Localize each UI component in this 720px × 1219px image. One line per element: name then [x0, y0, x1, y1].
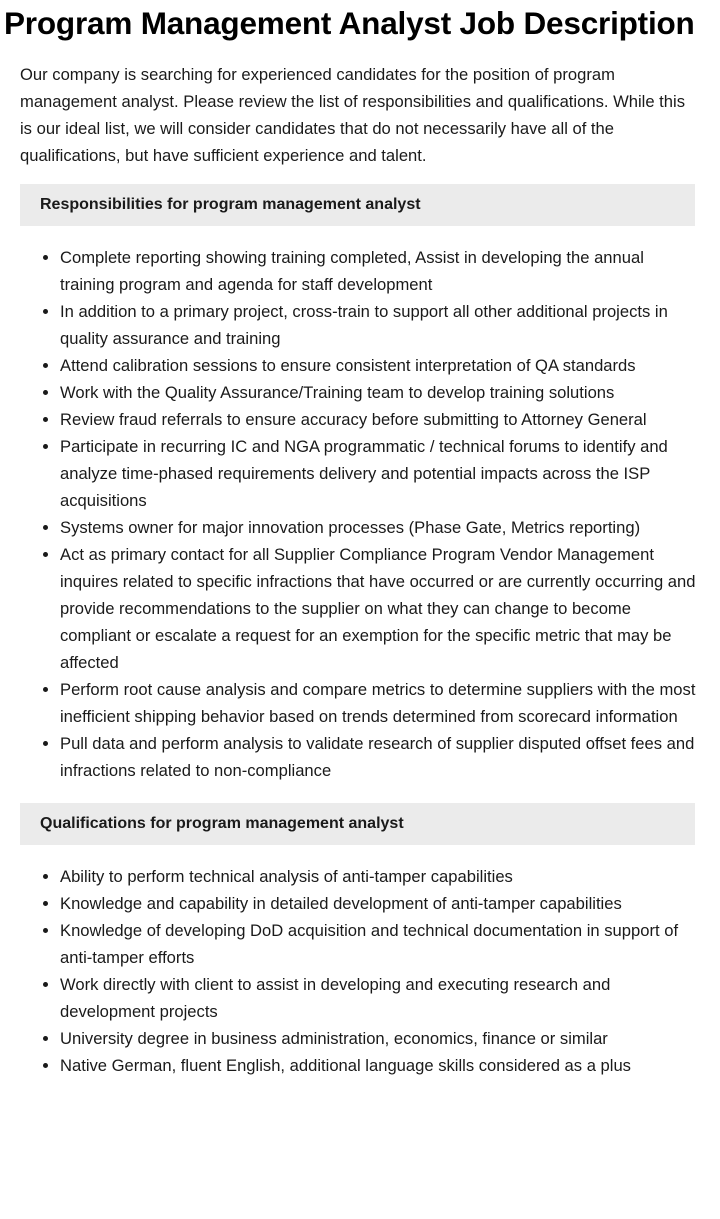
list-item: • In addition to a primary project, cross-train to support all other additional projects in quality assurance and training [60, 298, 700, 352]
intro-paragraph: Our company is searching for experienced candidates for the position of program management analyst. Please review the list of responsibilities and qualifications. While this is our ideal list, we will consider candidates that do not necessarily have all of the qualifications, but have sufficient experience and talent. [20, 65, 686, 165]
list-item: • Knowledge and capability in detailed development of anti-tamper capabilities [60, 890, 700, 917]
list-item: • University degree in business administration, economics, finance or similar [60, 1025, 700, 1052]
list-item: • Participate in recurring IC and NGA programmatic / technical forums to identify and analyze time-phased requirements delivery and potential impacts across the ISP acquisitions [60, 433, 700, 514]
list-item: • Act as primary contact for all Supplier Compliance Program Vendor Management inquires related to specific infractions that have occurred or are currently occurring and provide recommendations to the supplier on what they can change to become compliant or escalate a request for an exemption for the specific metric that may be affected [60, 541, 700, 676]
page-title: Program Management Analyst Job Description [4, 5, 695, 41]
list-item: • Work with the Quality Assurance/Training team to develop training solutions [60, 379, 700, 406]
list-item: • Ability to perform technical analysis of anti-tamper capabilities [60, 863, 700, 890]
list-item: • Systems owner for major innovation processes (Phase Gate, Metrics reporting) [60, 514, 700, 541]
qualifications-heading: Qualifications for program management analyst [20, 803, 695, 845]
list-item: • Review fraud referrals to ensure accuracy before submitting to Attorney General [60, 406, 700, 433]
list-item: • Attend calibration sessions to ensure consistent interpretation of QA standards [60, 352, 700, 379]
list-item: • Knowledge of developing DoD acquisition and technical documentation in support of anti-tamper efforts [60, 917, 700, 971]
list-item: • Pull data and perform analysis to validate research of supplier disputed offset fees and infractions related to non-compliance [60, 730, 700, 784]
responsibilities-list [20, 244, 700, 784]
qualifications-list [20, 863, 700, 1079]
list-item: • Native German, fluent English, additional language skills considered as a plus [60, 1052, 700, 1079]
list-item: • Perform root cause analysis and compare metrics to determine suppliers with the most inefficient shipping behavior based on trends determined from scorecard information [60, 676, 700, 730]
responsibilities-heading: Responsibilities for program management analyst [20, 184, 695, 226]
list-item: • Work directly with client to assist in developing and executing research and development projects [60, 971, 700, 1025]
list-item: • Complete reporting showing training completed, Assist in developing the annual training program and agenda for staff development [60, 244, 700, 298]
